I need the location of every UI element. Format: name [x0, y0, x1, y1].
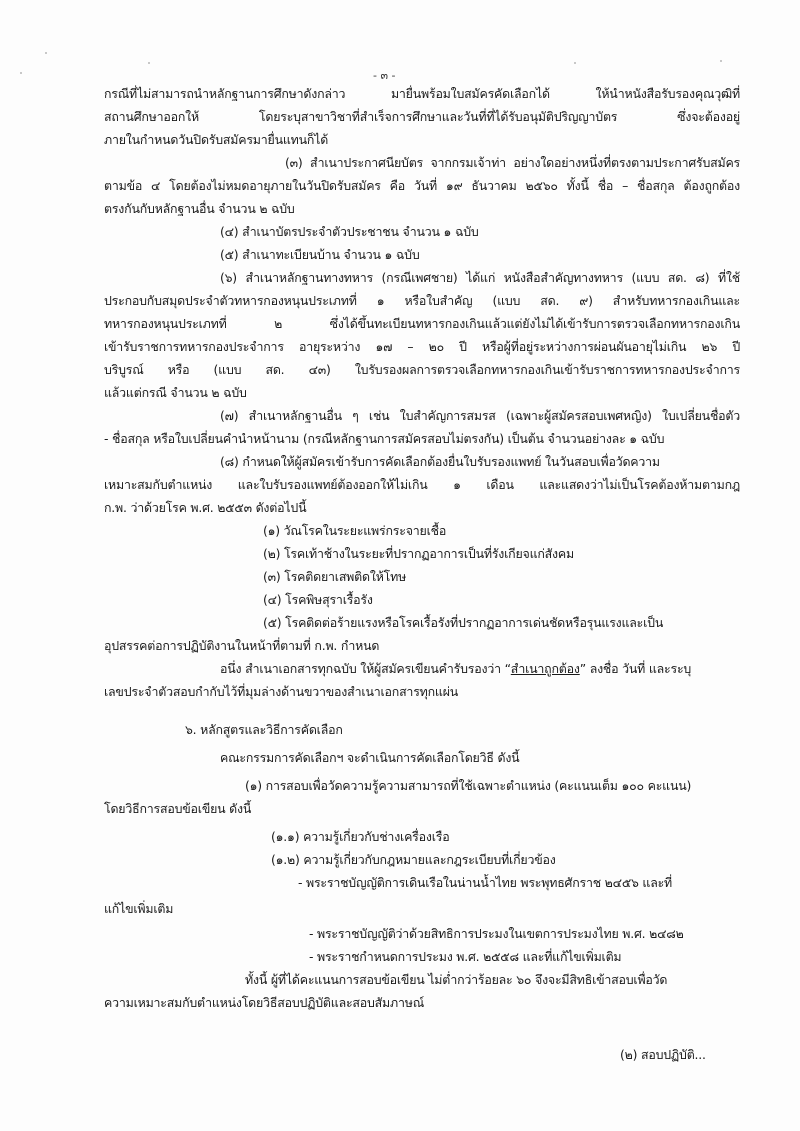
- scan-speck: [720, 60, 722, 62]
- scan-speck: [148, 62, 150, 64]
- paragraph-line: แก้ไขเพิ่มเติม: [104, 901, 174, 916]
- exam-1-2: (๑.๒) ความรู้เกี่ยวกับกฎหมายและกฎระเบียบที่เกี่ยวข้อง: [271, 852, 556, 867]
- paragraph-line: แล้วแต่กรณี จำนวน ๒ ฉบับ: [104, 385, 247, 400]
- disease-2: (๒) โรคเท้าช้างในระยะที่ปรากฏอาการเป็นที่รังเกียจแก่สังคม: [263, 546, 574, 561]
- continuation-marker: (๒) สอบปฏิบัติ...: [620, 1047, 706, 1062]
- scan-speck: [20, 72, 22, 74]
- copy-certification-note: [220, 661, 691, 677]
- paragraph-line: ก.พ. ว่าด้วยโรค พ.ศ. ๒๕๕๓ ดังต่อไปนี้: [104, 500, 307, 515]
- paragraph-line: - ชื่อสกุล หรือใบเปลี่ยนคำนำหน้านาม (กรณีหลักฐานการสมัครสอบไม่ตรงกัน) เป็นต้น จำนวนอย่างละ ๑ ฉบับ: [104, 431, 665, 446]
- paragraph-line: กรณีที่ไม่สามารถนำหลักฐานการศึกษาดังกล่าว มายื่นพร้อมใบสมัครคัดเลือกได้ ให้นำหนังสือรับรองคุณวุฒิที่: [104, 86, 740, 101]
- item-3: (๓) สำเนาประกาศนียบัตร จากกรมเจ้าท่า อย่างใดอย่างหนึ่งที่ตรงตามประกาศรับสมัคร: [285, 155, 740, 170]
- page-number: - ๓ -: [373, 69, 396, 82]
- item-7: (๗) สำเนาหลักฐานอื่น ๆ เช่น ใบสำคัญการสมรส (เฉพาะผู้สมัครสอบเพศหญิง) ใบเปลี่ยนชื่อตัว: [220, 408, 740, 423]
- exam-1: (๑) การสอบเพื่อวัดความรู้ความสามารถที่ใช้เฉพาะตำแหน่ง (คะแนนเต็ม ๑๐๐ คะแนน): [245, 778, 692, 793]
- paragraph-line: ความเหมาะสมกับตำแหน่งโดยวิธีสอบปฏิบัติและสอบสัมภาษณ์: [104, 995, 425, 1010]
- paragraph-line: สถานศึกษาออกให้ โดยระบุสาขาวิชาที่สำเร็จการศึกษาและวันที่ที่ได้รับอนุมัติปริญญาบัตร ซึ่งจะต้องอยู่: [104, 109, 740, 124]
- item-4: (๔) สำเนาบัตรประจำตัวประชาชน จำนวน ๑ ฉบับ: [220, 224, 479, 239]
- section-6-intro: คณะกรรมการคัดเลือกฯ จะดำเนินการคัดเลือกโดยวิธี ดังนี้: [220, 750, 520, 765]
- note-text: อนึ่ง สำเนาเอกสารทุกฉบับ ให้ผู้สมัครเขียนคำรับรองว่า “: [220, 661, 511, 676]
- paragraph-line: โดยวิธีการสอบข้อเขียน ดังนี้: [104, 801, 252, 816]
- exam-1-1: (๑.๑) ความรู้เกี่ยวกับช่างเครื่องเรือ: [271, 829, 450, 844]
- note-text: ” ลงชื่อ วันที่ และระบุ: [579, 661, 692, 676]
- paragraph-line: อุปสรรคต่อการปฏิบัติงานในหน้าที่ตามที่ ก.พ. กำหนด: [104, 638, 380, 653]
- paragraph-line: ประกอบกับสมุดประจำตัวทหารกองหนุนประเภทที่ ๑ หรือใบสำคัญ (แบบ สด. ๙) สำหรับทหารกองเกินและ: [104, 293, 740, 308]
- paragraph-line: ทหารกองหนุนประเภทที่ ๒ ซึ่งได้ขึ้นทะเบียนทหารกองเกินแล้วแต่ยังไม่ได้เข้ารับการตรวจเลือกทหารกองเกิน: [104, 316, 740, 331]
- item-5: (๕) สำเนาทะเบียนบ้าน จำนวน ๑ ฉบับ: [220, 247, 420, 262]
- scan-speck: [574, 62, 576, 64]
- disease-5: (๕) โรคติดต่อร้ายแรงหรือโรคเรื้อรังที่ปรากฏอาการเด่นชัดหรือรุนแรงและเป็น: [263, 615, 664, 630]
- passing-criteria: ทั้งนี้ ผู้ที่ได้คะแนนการสอบข้อเขียน ไม่ต่ำกว่าร้อยละ ๖๐ จึงจะมีสิทธิเข้าสอบเพื่อวัด: [245, 972, 668, 987]
- section-6-heading: ๖. หลักสูตรและวิธีการคัดเลือก: [185, 722, 343, 737]
- paragraph-line: ตรงกันกับหลักฐานอื่น จำนวน ๒ ฉบับ: [104, 201, 295, 216]
- law-2: - พระราชบัญญัติว่าด้วยสิทธิการประมงในเขตการประมงไทย พ.ศ. ๒๔๘๒: [309, 926, 684, 941]
- disease-1: (๑) วัณโรคในระยะแพร่กระจายเชื้อ: [263, 523, 447, 538]
- law-1: - พระราชบัญญัติการเดินเรือในน่านน้ำไทย พระพุทธศักราช ๒๔๕๖ และที่: [298, 875, 673, 890]
- disease-4: (๔) โรคพิษสุราเรื้อรัง: [263, 592, 373, 607]
- paragraph-line: เลขประจำตัวสอบกำกับไว้ที่มุมล่างด้านขวาของสำเนาเอกสารทุกแผ่น: [104, 684, 459, 699]
- paragraph-line: ตามข้อ ๔ โดยต้องไม่หมดอายุภายในวันปิดรับสมัคร คือ วันที่ ๑๙ ธันวาคม ๒๕๖๐ ทั้งนี้ ชื่อ – ชื่อสกุล ต้องถูกต้อง: [104, 178, 740, 193]
- item-6: (๖) สำเนาหลักฐานทางทหาร (กรณีเพศชาย) ได้แก่ หนังสือสำคัญทางทหาร (แบบ สด. ๘) ที่ใช้: [220, 270, 740, 285]
- item-8: (๘) กำหนดให้ผู้สมัครเข้ารับการคัดเลือกต้องยื่นใบรับรองแพทย์ ในวันสอบเพื่อวัดความ: [220, 454, 660, 469]
- scan-speck: [45, 52, 47, 54]
- paragraph-line: บริบูรณ์ หรือ (แบบ สด. ๔๓) ใบรับรองผลการตรวจเลือกทหารกองเกินเข้ารับราชการทหารกองประจำการ: [104, 362, 740, 377]
- certified-copy-phrase: สำเนาถูกต้อง: [510, 661, 580, 676]
- paragraph-line: ภายในกำหนดวันปิดรับสมัครมายื่นแทนก็ได้: [104, 132, 329, 147]
- paragraph-line: เหมาะสมกับตำแหน่ง และใบรับรองแพทย์ต้องออกให้ไม่เกิน ๑ เดือน และแสดงว่าไม่เป็นโรคต้องห้ามตามกฎ: [104, 477, 740, 492]
- law-3: - พระราชกำหนดการประมง พ.ศ. ๒๕๕๘ และที่แก้ไขเพิ่มเติม: [309, 949, 622, 964]
- disease-3: (๓) โรคติดยาเสพติดให้โทษ: [263, 569, 407, 584]
- paragraph-line: เข้ารับราชการทหารกองประจำการ อายุระหว่าง ๑๗ – ๒๐ ปี หรือผู้ที่อยู่ระหว่างการผ่อนผันอายุไม่เกิน ๒๖ ปี: [104, 339, 740, 354]
